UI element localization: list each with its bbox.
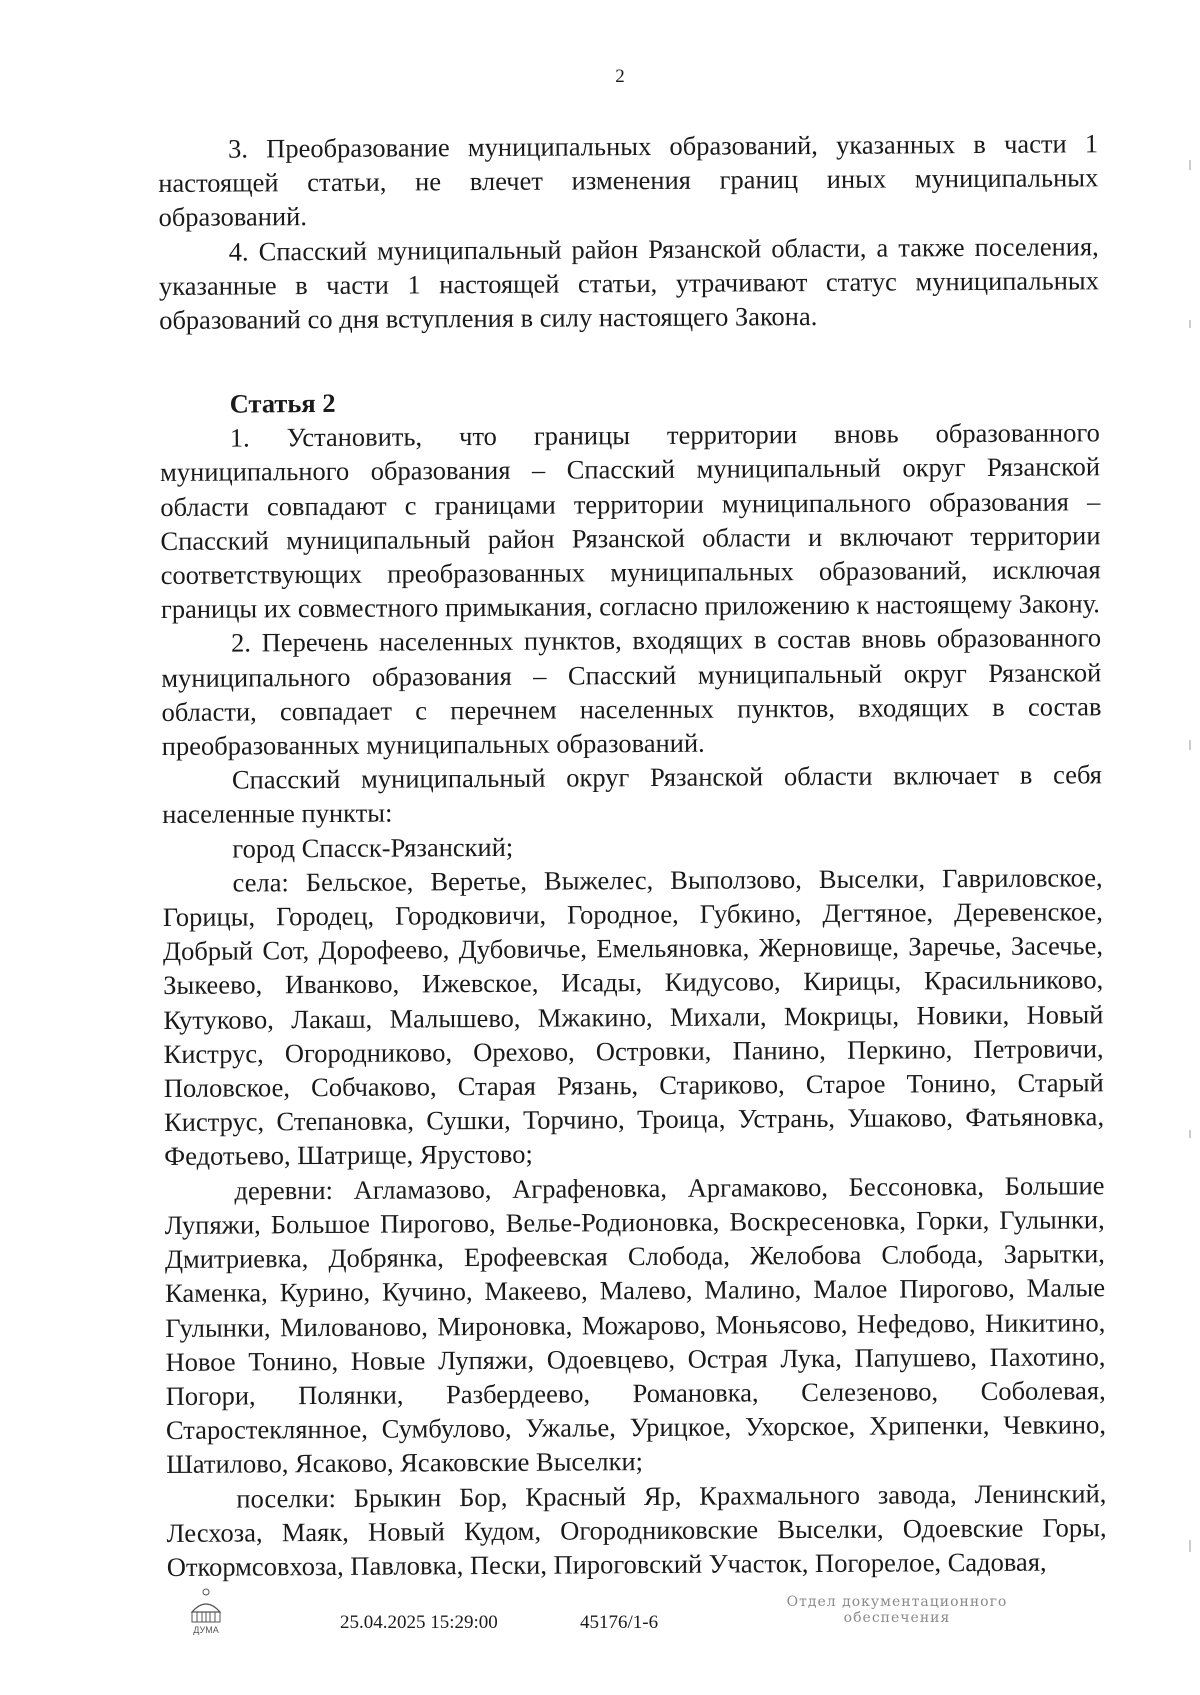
logo-caption: ДУМА [193,1625,219,1635]
scan-edge-marks [1188,120,1192,1620]
page-number: 2 [615,66,625,87]
article-heading: Статья 2 [229,388,336,419]
document-body [158,126,1107,1584]
duma-logo-icon [186,1586,226,1638]
paragraph: села: Бельское, Веретье, Выжелес, Выползово, Выселки, Гавриловское, Горицы, Городец, Городковичи, Городное, Губкино, Дегтяное, Деревенское, Добрый Сот, Дорофеево, Дубовичье, Емельяновка, Жерновище, Заречье, Засечье, Зыкеево, Иванково, Ижевское, Исады, Кидусово, Кирицы, Красильниково, Кутуково, Лакаш, Малышево, Мжакино, Михали, Мокрицы, Новики, Новый Киструс, Огородниково, Орехово, Островки, Панино, Перкино, Петровичи, Половское, Собчаково, Старая Рязань, Стариково, Старое Тонино, Старый Киструс, Степановка, Сушки, Торчино, Троица, Устрань, Ушаково, Фатьяновка, Федотьево, Шатрище, Ярустово; [162,862,1105,1172]
paragraph: деревни: Агламазово, Аграфеновка, Аргамаково, Бессоновка, Большие Лупяжи, Большое Пирогово, Велье-Родионовка, Воскресеновка, Горки, Гулынки, Дмитриевка, Добрянка, Ерофеевская Слобода, Желобова Слобода, Зарытки, Каменка, Курино, Кучино, Макеево, Малево, Малино, Малое Пирогово, Малые Гулынки, Милованово, Мироновка, Можарово, Моньясово, Нефедово, Никитино, Новое Тонино, Новые Лупяжи, Одоевцево, Острая Лука, Папушево, Пахотино, Погори, Полянки, Разбердеево, Романовка, Селезеново, Соболевая, Старостеклянное, Сумбулово, Ужалье, Урицкое, Ухорское, Хрипенки, Чевкино, Шатилово, Ясаково, Ясаковские Выселки; [164,1169,1107,1480]
paragraph: 4. Спасский муниципальный район Рязанской области, а также поселения, указанные в части 1 настоящей статьи, утрачивают статус муниципальных образований со дня вступления в силу настоящего Закона. [158,230,1100,336]
spacer [159,331,1099,387]
paragraph: 1. Установить, что границы территории вновь образованного муниципального образования – Спасский муниципальный округ Рязанской области совпадают с границами территории муниципального образования – Спасский муниципальный район Рязанской области и включают территории соответствующих преобразованных муниципальных образований, исключая границы их совместного примыкания, согласно приложению к настоящему Закону. [159,417,1101,625]
page-footer [0,1594,1200,1660]
paragraph: поселки: Брыкин Бор, Красный Яр, Крахмального завода, Ленинский, Лесхоза, Маяк, Новый Кудом, Огородниковские Выселки, Одоевские Горы, Откормсовхоза, Павловка, Пески, Пироговский Участок, Погорелое, Садовая, [166,1477,1107,1582]
stamp-line: обеспечения [843,1610,951,1626]
footer-doc-code: 45176/1-6 [580,1612,659,1633]
paragraph: Спасский муниципальный округ Рязанской области включает в себя населенные пункты: [162,759,1103,830]
paragraph: 2. Перечень населенных пунктов, входящих в состав вновь образованного муниципального образования – Спасский муниципальный округ Рязанской области, совпадает с перечнем населенных пунктов, входящих в состав преобразованных муниципальных образований. [161,622,1102,762]
paragraph: город Спасск-Рязанский; [232,831,514,864]
footer-datetime: 25.04.2025 15:29:00 [340,1612,498,1633]
paragraph: 3. Преобразование муниципальных образований, указанных в части 1 настоящей статьи, не влечет изменения границ иных муниципальных образований. [158,128,1099,233]
stamp-line: Отдел документационного [786,1594,1008,1610]
department-stamp [752,1594,1042,1626]
